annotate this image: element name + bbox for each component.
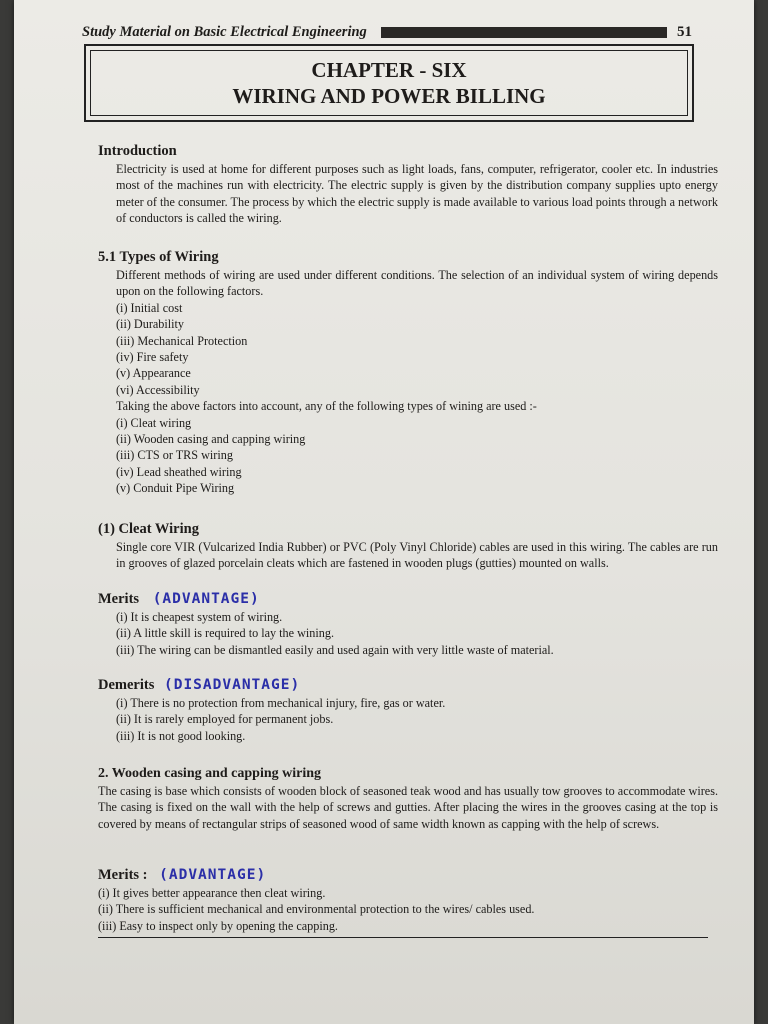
types-of-wiring-section (98, 248, 718, 497)
introduction-heading: Introduction (98, 143, 177, 159)
list-item: (vi) Accessibility (116, 382, 200, 397)
list-item: (iii) It is not good looking. (116, 728, 246, 743)
chapter-title-box (84, 44, 694, 122)
cleat-text: Single core VIR (Vulcarized India Rubber) or PVC (Poly Vinyl Chloride) cables are used in this wiring. The cables are run in grooves of glazed porcelain cleats which are fastened in wooden plugs (gutties) mounted on walls. (116, 540, 718, 571)
running-header (82, 22, 692, 42)
list-item: (ii) It is rarely employed for permanent jobs. (116, 712, 334, 727)
running-title: Study Material on Basic Electrical Engineering (82, 23, 367, 40)
wooden-merits-section (98, 866, 718, 934)
merits-heading (98, 866, 718, 885)
demerits-label: Demerits (98, 677, 155, 693)
cleat-demerits-section (98, 676, 718, 744)
merits-label: Merits (98, 591, 140, 607)
types-intro: Different methods of wiring are used under different conditions. The selection of an individual system of wiring depends upon on the following factors. (116, 268, 718, 299)
merits-handwritten-note: (ADVANTAGE) (152, 591, 260, 607)
introduction-text: Electricity is used at home for different purposes such as light loads, fans, computer, refrigerator, cooler etc. In industries most of the machines run with electricity. The electric supply is given by the distribution company supplies upto energy meter of the consumer. The process by which the electric supply is made available to various load points through a network of conductors is called the wiring. (116, 162, 718, 226)
merits-handwritten-note: (ADVANTAGE) (159, 867, 267, 883)
list-item: (ii) Wooden casing and capping wiring (116, 432, 306, 447)
wooden-casing-section (98, 764, 718, 832)
types-lead: Taking the above factors into account, any of the following types of wining are used :- (116, 399, 537, 414)
wiring-type-list (98, 415, 718, 497)
wooden-casing-text: The casing is base which consists of wooden block of seasoned teak wood and has usually tow grooves to accommodate wires. The casing is fixed on the wall with the help of screws and gutties. After placing the wires in the grooves casing at the top is covered by means of rectangular strips of seasoned wood of same width known as capping with the help of screws. (98, 784, 718, 831)
list-item: (iv) Fire safety (116, 350, 189, 365)
page-number: 51 (677, 23, 692, 40)
list-item: (v) Appearance (116, 366, 191, 381)
list-item: (ii) There is sufficient mechanical and environmental protection to the wires/ cables used. (98, 902, 535, 917)
cleat-wiring-section (98, 520, 718, 572)
merits-label: Merits : (98, 867, 148, 883)
cleat-merits-section (98, 590, 718, 658)
list-item: (v) Conduit Pipe Wiring (116, 481, 235, 496)
list-item: (i) It is cheapest system of wiring. (116, 610, 283, 624)
demerits-list (98, 695, 718, 744)
list-item: (iii) The wiring can be dismantled easily and used again with very little waste of material. (116, 642, 554, 657)
chapter-number: CHAPTER - SIX (311, 58, 467, 82)
merits-list (98, 885, 718, 934)
list-item: (iv) Lead sheathed wiring (116, 464, 242, 479)
list-item: (ii) A little skill is required to lay the wining. (116, 626, 334, 641)
list-item: (ii) Durability (116, 317, 185, 332)
list-item: (i) Initial cost (116, 300, 183, 315)
list-item: (i) There is no protection from mechanical injury, fire, gas or water. (116, 696, 446, 710)
demerits-heading (98, 676, 718, 695)
list-item: (iii) CTS or TRS wiring (116, 448, 233, 463)
cleat-heading: (1) Cleat Wiring (98, 521, 199, 537)
list-item: (i) It gives better appearance then cleat wiring. (98, 886, 326, 900)
merits-heading (98, 590, 718, 609)
factor-list (98, 300, 718, 398)
types-heading: 5.1 Types of Wiring (98, 249, 219, 265)
list-item: (iii) Easy to inspect only by opening the capping. (98, 918, 338, 933)
wooden-casing-heading: 2. Wooden casing and capping wiring (98, 766, 322, 781)
list-item: (iii) Mechanical Protection (116, 333, 248, 348)
header-bar (381, 27, 667, 38)
document-page (14, 0, 754, 1024)
list-item: (i) Cleat wiring (116, 415, 192, 430)
bottom-rule (98, 937, 708, 938)
merits-list (98, 609, 718, 658)
introduction-section (98, 142, 718, 227)
chapter-title: WIRING AND POWER BILLING (232, 84, 546, 108)
demerits-handwritten-note: (DISADVANTAGE) (163, 677, 301, 693)
